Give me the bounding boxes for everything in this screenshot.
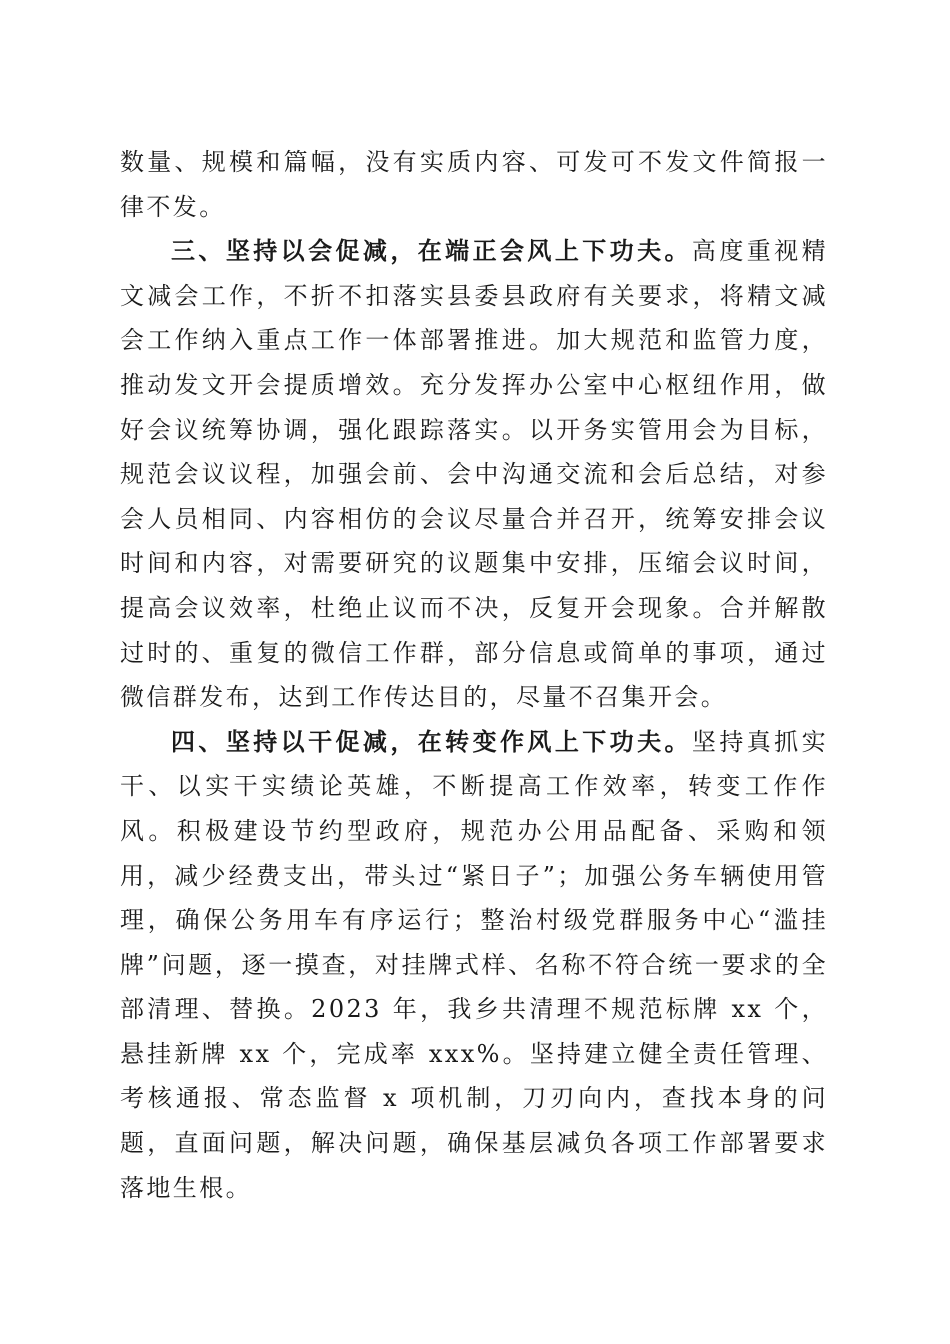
document-body <box>120 140 828 1210</box>
section-three-heading: 三、坚持以会促减，在端正会风上下功夫。 <box>171 237 692 266</box>
paragraph-text: 数量、规模和篇幅，没有实质内容、可发可不发文件简报一律不发。 <box>120 148 828 221</box>
section-four-heading: 四、坚持以干促减，在转变作风上下功夫。 <box>171 727 692 756</box>
section-three-text: 高度重视精文减会工作，不折不扣落实县委县政府有关要求，将精文减会工作纳入重点工作一体部署推进。加大规范和监管力度，推动发文开会提质增效。充分发挥办公室中心枢纽作用，做好会议统筹协调，强化跟踪落实。以开务实管用会为目标，规范会议议程，加强会前、会中沟通交流和会后总结，对参会人员相同、内容相仿的会议尽量合并召开，统筹安排会议时间和内容，对需要研究的议题集中安排，压缩会议时间，提高会议效率，杜绝止议而不决，反复开会现象。合并解散过时的、重复的微信工作群，部分信息或简单的事项，通过微信群发布，达到工作传达目的，尽量不召集开会。 <box>120 237 828 712</box>
paragraph-continuation <box>120 140 828 229</box>
section-four-text: 坚持真抓实干、以实干实绩论英雄，不断提高工作效率，转变工作作风。积极建设节约型政府，规范办公用品配备、采购和领用，减少经费支出，带头过“紧日子”；加强公务车辆使用管理，确保公务用车有序运行；整治村级党群服务中心“滥挂牌”问题，逐一摸查，对挂牌式样、名称不符合统一要求的全部清理、替换。2023 年，我乡共清理不规范标牌 xx 个，悬挂新牌 xx 个，完成率 xxx%。坚持建立健全责任管理、考核通报、常态监督 x 项机制，刀刃向内，查找本身的问题，直面问题，解决问题，确保基层减负各项工作部署要求落地生根。 <box>120 727 828 1202</box>
paragraph-section-four <box>120 720 828 1211</box>
paragraph-section-three <box>120 229 828 720</box>
